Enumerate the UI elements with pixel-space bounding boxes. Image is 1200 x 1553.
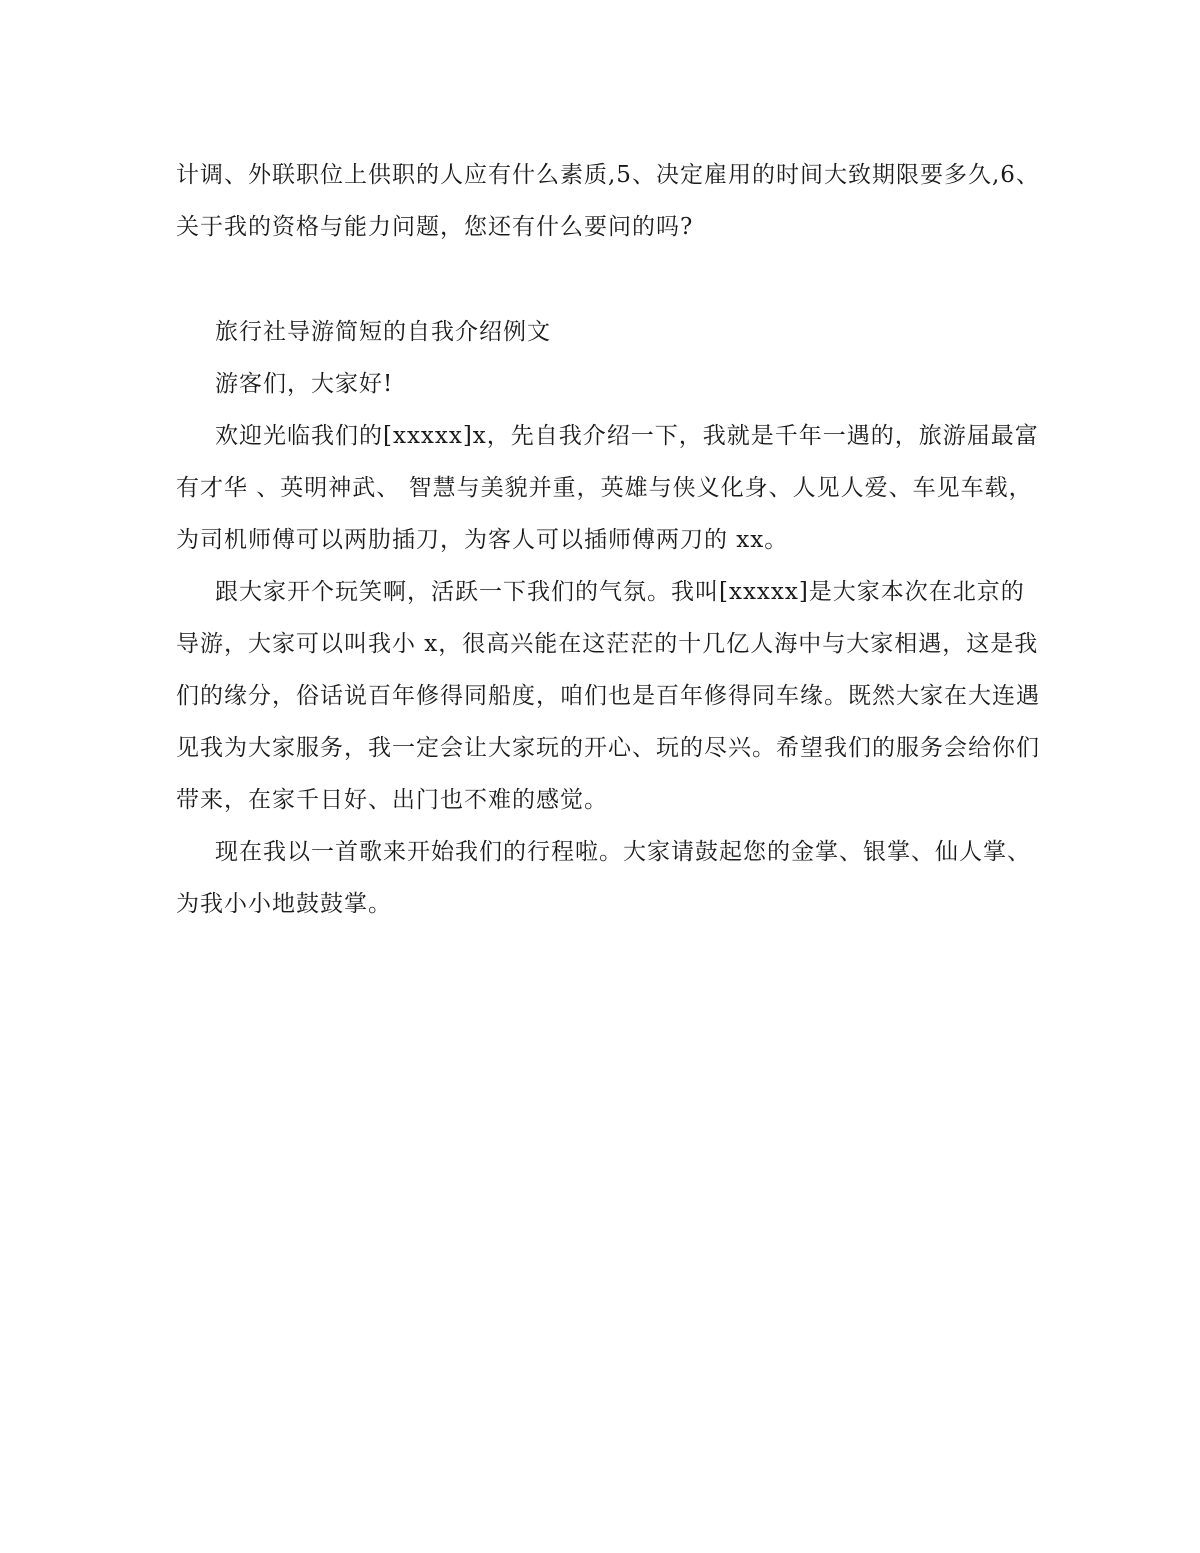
- text-line-9: 导游，大家可以叫我小 x，很高兴能在这茫茫的十几亿人海中与大家相遇，这是我: [176, 631, 1039, 657]
- text-line-14: 为我小小地鼓鼓掌。: [176, 891, 392, 917]
- greeting-line: 游客们，大家好!: [215, 371, 394, 397]
- text-line-8: 跟大家开个玩笑啊，活跃一下我们的气氛。我叫[xxxxx]是大家本次在北京的: [215, 579, 1025, 605]
- text-line-13: 现在我以一首歌来开始我们的行程啦。大家请鼓起您的金掌、银掌、仙人掌、: [215, 839, 1031, 865]
- text-line-7: 为司机师傅可以两肋插刀，为客人可以插师傅两刀的 xx。: [176, 527, 789, 553]
- text-line-10: 们的缘分，俗话说百年修得同船度，咱们也是百年修得同车缘。既然大家在大连遇: [176, 683, 1040, 709]
- text-line-5: 欢迎光临我们的[xxxxx]x，先自我介绍一下，我就是千年一遇的，旅游届最富: [215, 423, 1039, 449]
- text-line-12: 带来，在家千日好、出门也不难的感觉。: [176, 787, 608, 813]
- text-line-11: 见我为大家服务，我一定会让大家玩的开心、玩的尽兴。希望我们的服务会给你们: [176, 735, 1040, 761]
- section-heading: 旅行社导游简短的自我介绍例文: [215, 319, 551, 345]
- text-line-2: 关于我的资格与能力问题，您还有什么要问的吗?: [176, 214, 694, 240]
- text-line-1: 计调、外联职位上供职的人应有什么素质,5、决定雇用的时间大致期限要多久,6、: [176, 162, 1040, 188]
- text-line-6: 有才华 、英明神武、 智慧与美貌并重，英雄与侠义化身、人见人爱、车见车载，: [176, 475, 1033, 501]
